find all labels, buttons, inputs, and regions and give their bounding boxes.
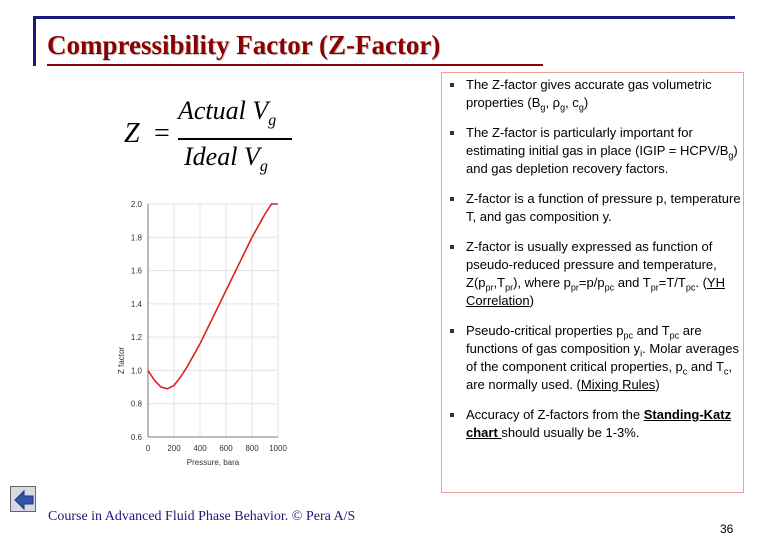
bullet-text: and T — [687, 359, 724, 374]
bullet-text: . ( — [695, 275, 707, 290]
y-tick-label: 1.6 — [130, 266, 142, 276]
bullet-text: and T — [614, 275, 651, 290]
bullet-text: ) — [583, 95, 589, 110]
z-factor-curve — [148, 204, 278, 389]
y-tick-label: 1.4 — [130, 299, 142, 309]
bullet-marker — [450, 245, 454, 249]
x-tick-label: 400 — [193, 444, 207, 453]
bullet-marker — [450, 413, 454, 417]
footer-credit: Course in Advanced Fluid Phase Behavior. © Pera A/S — [48, 509, 356, 524]
x-axis-label: Pressure, bara — [186, 458, 240, 467]
formula-denominator — [184, 142, 268, 176]
bullet-marker — [450, 131, 454, 135]
formula-numerator — [178, 96, 276, 130]
bullet-text: pr — [570, 282, 579, 293]
bullet-text: , ρ — [545, 95, 561, 110]
x-tick-label: 0 — [145, 444, 151, 453]
bullet-text: Z-factor is usually expressed as function of pseudo-reduced pressure and temperature, Z(p — [466, 239, 717, 290]
bullet-text: , are normally used. ( — [466, 359, 733, 392]
formula-lhs: Z — [124, 118, 140, 149]
numerator-sub: g — [268, 112, 277, 130]
denominator-sub: g — [259, 158, 268, 176]
bullet-text: ), where p — [513, 275, 571, 290]
bullet-text: Pseudo-critical properties p — [466, 323, 624, 338]
bullet-item — [448, 190, 748, 226]
x-tick-label: 1000 — [269, 444, 287, 453]
y-tick-label: 1.0 — [130, 366, 142, 376]
bullet-text: =p/p — [578, 275, 605, 290]
bullet-text: g — [578, 102, 584, 113]
bullet-text: pr — [650, 282, 659, 293]
frame-left-rule — [33, 16, 36, 66]
bullet-text: pc — [669, 330, 680, 341]
bullet-text: are functions of gas composition y — [466, 323, 702, 356]
bullet-text: ) — [655, 377, 660, 392]
bullet-item — [448, 322, 748, 394]
bullet-text: ) — [529, 293, 534, 308]
x-tick-label: 800 — [245, 444, 259, 453]
frame-top-rule — [33, 16, 735, 19]
bullet-text: should usually be 1-3%. — [501, 425, 640, 440]
bullet-text: c — [682, 366, 688, 377]
bullet-marker — [450, 329, 454, 333]
y-tick-label: 0.6 — [130, 433, 142, 442]
z-factor-chart — [110, 190, 300, 490]
bullet-text: The Z-factor is particularly important for estimating initial gas in place (IGIP = HCPV/B — [466, 125, 729, 158]
bullet-marker — [450, 83, 454, 87]
bullet-link[interactable]: YH Correlation — [466, 275, 725, 308]
bullet-text: . Molar averages of the component critical properties, p — [466, 341, 739, 374]
bullet-text: g — [540, 102, 546, 113]
bullet-item — [448, 406, 748, 442]
navigation-icon[interactable] — [10, 486, 36, 512]
title-underline — [47, 64, 543, 66]
y-tick-label: 1.2 — [130, 333, 142, 343]
y-tick-label: 0.8 — [130, 399, 142, 409]
bullet-text: The Z-factor gives accurate gas volumetric properties (B — [466, 77, 712, 110]
bullet-text: =T/T — [658, 275, 686, 290]
bullet-text: pc — [604, 282, 615, 293]
bullet-item — [448, 238, 748, 310]
slide-title: Compressibility Factor (Z-Factor) — [47, 30, 441, 60]
bullet-text: c — [723, 366, 729, 377]
bullet-text: pc — [623, 330, 634, 341]
bullet-text: pc — [685, 282, 696, 293]
x-tick-label: 600 — [219, 444, 233, 453]
y-axis-label: Z factor — [117, 346, 126, 375]
formula-equals: = — [154, 118, 170, 149]
bullet-text: pr — [505, 282, 514, 293]
x-tick-label: 200 — [167, 444, 181, 453]
bullet-item — [448, 124, 748, 178]
y-tick-label: 1.8 — [130, 233, 142, 243]
bullet-text: Z-factor is a function of pressure p, temperature T, and gas composition y. — [466, 191, 741, 224]
denominator-text: Ideal V — [184, 142, 260, 171]
fraction-bar — [178, 138, 292, 140]
bullet-text: ) and gas depletion recovery factors. — [466, 143, 738, 176]
bullet-text: , c — [565, 95, 579, 110]
bullet-text: g — [728, 150, 734, 161]
bullet-text: Accuracy of Z-factors from the — [466, 407, 644, 422]
bullet-text: i — [640, 348, 643, 359]
z-factor-formula — [120, 96, 320, 186]
bullet-marker — [450, 197, 454, 201]
bullet-text: g — [560, 102, 566, 113]
numerator-text: Actual V — [178, 96, 269, 125]
bullet-link[interactable]: Standing-Katz chart — [466, 407, 732, 440]
page-number: 36 — [720, 522, 734, 536]
bullet-text: and T — [633, 323, 670, 338]
y-tick-label: 2.0 — [130, 200, 142, 209]
bullet-item — [448, 76, 748, 112]
bullet-text: pr — [485, 282, 494, 293]
bullet-link[interactable]: Mixing Rules — [580, 377, 656, 392]
bullet-list — [448, 76, 748, 454]
bullet-text: ,T — [493, 275, 506, 290]
